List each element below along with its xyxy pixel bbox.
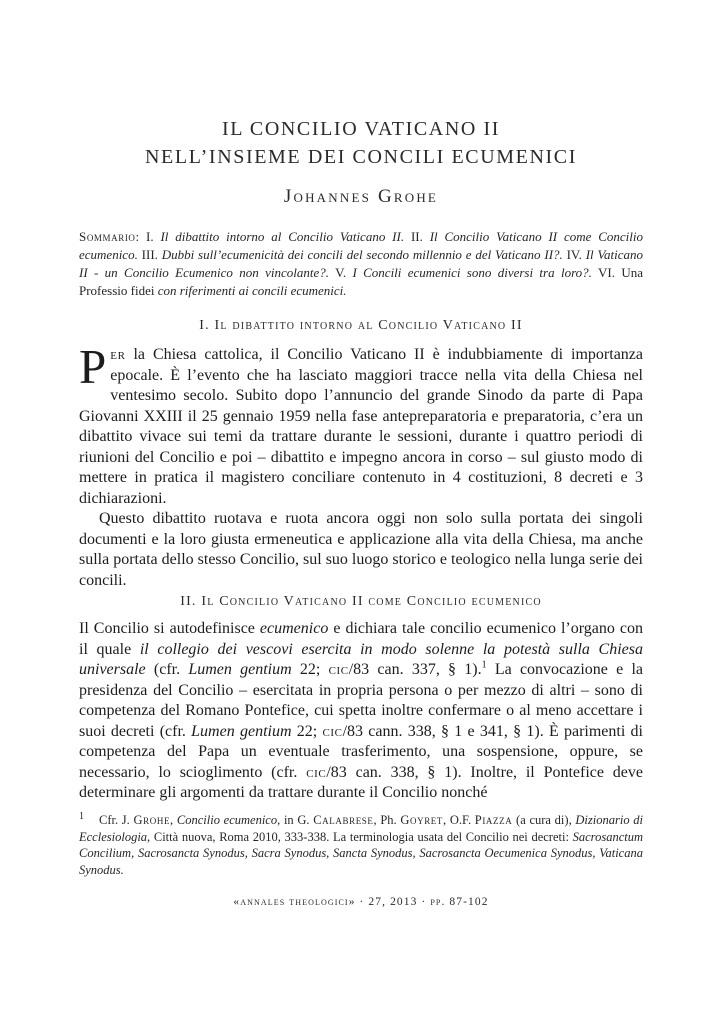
summary-item: Il dibattito intorno al Concilio Vaticano II. (160, 229, 405, 244)
section-heading-2: II. Il Concilio Vaticano II come Concilio ecumenico (180, 594, 542, 609)
section-2-body (79, 619, 643, 804)
text-run: Il Concilio si autodefinisce (79, 620, 260, 637)
text-run: , Città nuova, Roma 2010, 333-338. La terminologia usata del Concilio nei decreti: (147, 829, 573, 844)
summary-label: Sommario (79, 229, 136, 244)
smallcaps-run: Goyret (400, 813, 443, 827)
summary-text: II. (404, 229, 430, 244)
smallcaps-run: cic (328, 661, 349, 678)
article-title-line-2: NELL’INSIEME DEI CONCILI ECUMENICI (145, 146, 577, 168)
summary-text: V. (329, 265, 353, 280)
summary-abstract (79, 228, 643, 300)
italic-run: Lumen gentium (191, 722, 292, 740)
smallcaps-run: Grohe (133, 813, 171, 827)
text-run: /83 can. 338, § 1). Inoltre, il Pontefice deve determinare gli argomenti da trattare durante il Concilio nonché (79, 763, 644, 801)
text-run: , (170, 813, 177, 827)
paragraph: Questo dibattito ruotava e ruota ancora oggi non solo sulla portata dei singoli documenti e la loro giusta ermeneutica e applicazione alla vita della Chiesa, ma anche sulla portata dello stesso Concilio, sul suo luogo storico e teologico nella lunga serie dei concili. (79, 510, 643, 589)
summary-item: Dubbi sull’ecumenicità dei concili del secondo millennio e del Vaticano II?. (161, 247, 563, 262)
text-run: , O.F. (443, 813, 475, 827)
summary-text: VI. (591, 265, 622, 280)
summary-item: Professio fidei (79, 283, 155, 298)
summary-text: IV. (562, 247, 586, 262)
article-title-line-1: IL CONCILIO VATICANO II (221, 118, 501, 140)
smallcaps-run: Calabrese (313, 813, 374, 827)
drop-cap: P (79, 339, 107, 394)
footnote-1: 1 Cfr. J. Grohe, Concilio ecumenico, in G. Calabrese, Ph. Goyret, O.F. Piazza (a cura di), Dizionario di Ecclesiologia, Città nuova, Roma 2010, 333-338. La terminologia usata del Concilio nei decreti: Sacrosanctum Concilium, Sacrosancta Synodus, Sacra Synodus, Sancta Synodus, Sacrosancta Oecumenica Synodus, Vaticana Synodus. (79, 810, 644, 877)
text-run: e dichiara tale concilio ecumenico l’organo con il quale (79, 620, 643, 658)
summary-item: Una (621, 265, 644, 280)
summary-item: Il Vaticano II - un Concilio Ecumenico non vincolante?. (79, 247, 643, 280)
summary-item: Il Concilio Vaticano II come Concilio ecumenico. (79, 229, 644, 262)
text-run: Cfr. J. (99, 813, 134, 827)
summary-item: con riferimenti ai concili ecumenici. (157, 283, 347, 298)
italic-run: ecumenico (259, 620, 329, 637)
smallcaps-run: Piazza (474, 813, 513, 827)
smallcaps-run: cic (322, 722, 343, 740)
text-run: , Ph. (373, 813, 401, 827)
italic-run: Sacrosanctum Concilium, Sacrosancta Synodus, Sacra Synodus, Sancta Synodus, Sacrosancta Oecumenica Synodus, Vaticana Synodus. (79, 829, 643, 877)
italic-run: Lumen gentium (188, 661, 292, 678)
paragraph (79, 619, 643, 804)
summary-text: : I. (135, 229, 161, 244)
first-word-rest: er (110, 346, 126, 363)
footnote-reference[interactable]: 1 (481, 659, 487, 671)
author-name: Johannes Grohe (283, 186, 439, 207)
section-1-body (79, 339, 643, 591)
section-heading-1: I. Il dibattito intorno al Concilio Vaticano II (199, 318, 523, 333)
text-run: /83 can. 337, § 1). (348, 661, 482, 678)
text-run: (a cura di), (512, 813, 576, 827)
italic-run: Concilio ecumenico (176, 813, 278, 827)
journal-citation: «annales theologici» · 27, 2013 · pp. 87-102 (233, 896, 489, 908)
paragraph-text: la Chiesa cattolica, il Concilio Vaticano II è indubbiamente di importanza epocale. È l’evento che ha lasciato maggiori tracce nella vita della Chiesa nel ventesimo secolo. Subito dopo l’annuncio del grande Sinodo da parte di Papa Giovanni XXIII il 25 gennaio 1959 nella fase antepreparatoria e preparatoria, c’era un dibattito vivace sui temi da trattare durante le sessioni, durante i quattro periodi di riunioni del Concilio e poi – dibattito e impegno ancora in corso – sul giusto modo di mettere in pratica il magistero conciliare contenuto in 4 costituzioni, 8 decreti e 3 dichiarazioni. (79, 346, 643, 507)
text-run: La convocazione e la presidenza del Concilio – esercitata in propria persona o per mezzo di altri – sono di competenza del Romano Pontefice, cui spetta inoltre confermare o al meno accettare i suoi decreti (cfr. (79, 661, 643, 740)
text-run: 22; (291, 722, 323, 740)
text-run: (cfr. (145, 661, 189, 678)
text-run: /83 cann. 338, § 1 e 341, § 1). È parimenti di competenza del Papa un eventuale trasferimento, una sospensione, oppure, se necessario, lo scioglimento (cfr. (79, 722, 643, 781)
italic-run: il collegio dei vescovi esercita in modo solenne la potestà sulla Chiesa universale (79, 640, 643, 678)
text-run: , in G. (277, 813, 314, 827)
text-run: 22; (291, 661, 329, 678)
italic-run: Dizionario di Ecclesiologia (79, 813, 644, 844)
summary-item: I Concili ecumenici sono diversi tra loro?. (352, 265, 592, 280)
summary-text: III. (137, 247, 162, 262)
smallcaps-run: cic (306, 763, 327, 781)
paragraph (79, 339, 643, 509)
